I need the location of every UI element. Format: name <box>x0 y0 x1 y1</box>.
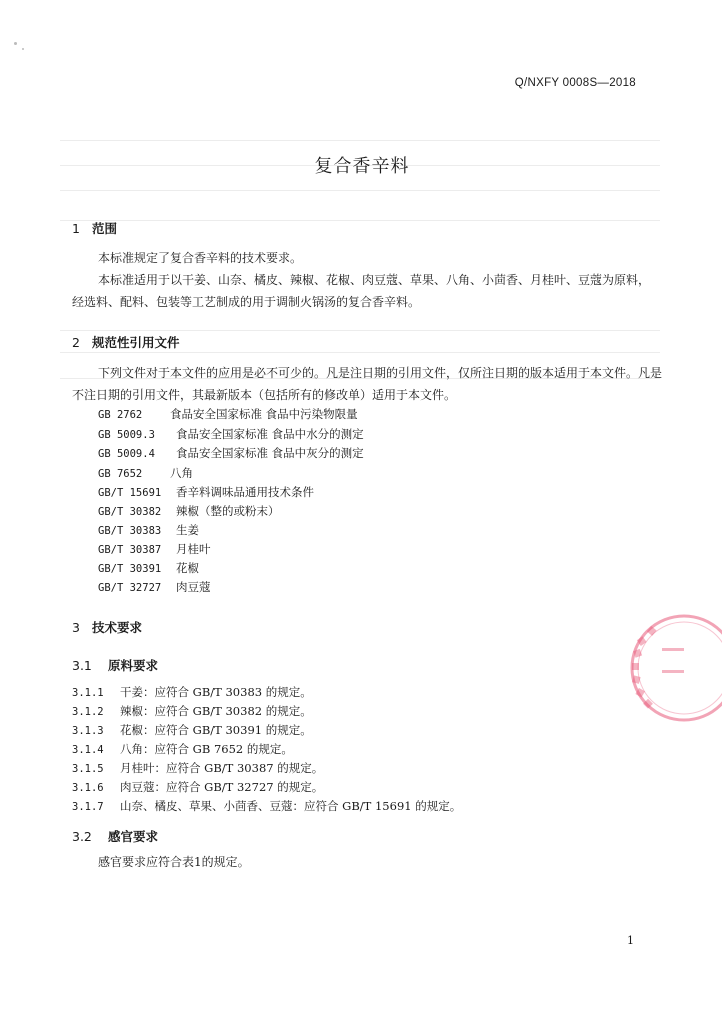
section-title: 技术要求 <box>92 620 143 635</box>
reference-item: GB 5009.4 食品安全国家标准 食品中灰分的测定 <box>98 446 364 460</box>
section-title: 范围 <box>92 221 118 236</box>
reference-item: GB/T 32727 肉豆蔻 <box>98 580 211 594</box>
scope-paragraph-2: 本标准适用于以干姜、山奈、橘皮、辣椒、花椒、肉豆蔻、草果、八角、小茴香、月桂叶、豆蔻为原料，经选料、配料、包装等工艺制成的用于调制火锅汤的复合香辛料。 <box>72 273 651 309</box>
subsection-number: 3.1 <box>72 658 92 673</box>
section-number: 1 <box>72 221 80 236</box>
section-heading-scope <box>72 219 117 237</box>
requirement-item: 3.1.6 肉豆蔻：应符合 GB/T 32727 的规定。 <box>72 780 324 794</box>
section-number: 3 <box>72 620 80 635</box>
requirement-item: 3.1.2 辣椒：应符合 GB/T 30382 的规定。 <box>72 704 312 718</box>
reference-item: GB/T 30382 辣椒（整的或粉末） <box>98 504 280 518</box>
reference-item: GB/T 15691 香辛料调味品通用技术条件 <box>98 485 314 499</box>
section-title: 规范性引用文件 <box>92 335 180 350</box>
reference-item: GB 7652 八角 <box>98 466 193 480</box>
section-heading-technical <box>72 618 142 636</box>
scan-speck <box>14 42 17 45</box>
subsection-title: 原料要求 <box>108 658 159 673</box>
section-heading-references <box>72 333 180 351</box>
requirement-item: 3.1.3 花椒：应符合 GB/T 30391 的规定。 <box>72 723 312 737</box>
requirement-item: 3.1.5 月桂叶：应符合 GB/T 30387 的规定。 <box>72 761 324 775</box>
document-title: 复合香辛料 <box>314 156 410 177</box>
reference-item: GB/T 30391 花椒 <box>98 561 199 575</box>
reference-item: GB/T 30387 月桂叶 <box>98 542 211 556</box>
references-intro: 下列文件对于本文件的应用是必不可少的。凡是注日期的引用文件，仅所注日期的版本适用于本文件。凡是不注日期的引用文件，其最新版本（包括所有的修改单）适用于本文件。 <box>72 366 663 402</box>
reference-item: GB 2762 食品安全国家标准 食品中污染物限量 <box>98 407 358 421</box>
subsection-heading-raw-materials <box>72 656 158 674</box>
sensory-text: 感官要求应符合表1的规定。 <box>98 855 250 869</box>
section-number: 2 <box>72 335 80 350</box>
subsection-title: 感官要求 <box>108 829 159 844</box>
standard-code: Q/NXFY 0008S—2018 <box>514 77 636 89</box>
reference-item: GB 5009.3 食品安全国家标准 食品中水分的测定 <box>98 427 364 441</box>
official-seal-icon <box>612 608 722 728</box>
scan-speck <box>22 48 24 50</box>
scope-paragraph-1: 本标准规定了复合香辛料的技术要求。 <box>98 251 303 265</box>
requirement-item: 3.1.1 干姜：应符合 GB/T 30383 的规定。 <box>72 685 312 699</box>
page-number: 1 <box>627 934 634 947</box>
reference-item: GB/T 30383 生姜 <box>98 523 199 537</box>
subsection-heading-sensory <box>72 827 158 845</box>
requirement-item: 3.1.4 八角：应符合 GB 7652 的规定。 <box>72 742 293 756</box>
requirement-item: 3.1.7 山奈、橘皮、草果、小茴香、豆蔻：应符合 GB/T 15691 的规定。 <box>72 799 462 813</box>
subsection-number: 3.2 <box>72 829 92 844</box>
